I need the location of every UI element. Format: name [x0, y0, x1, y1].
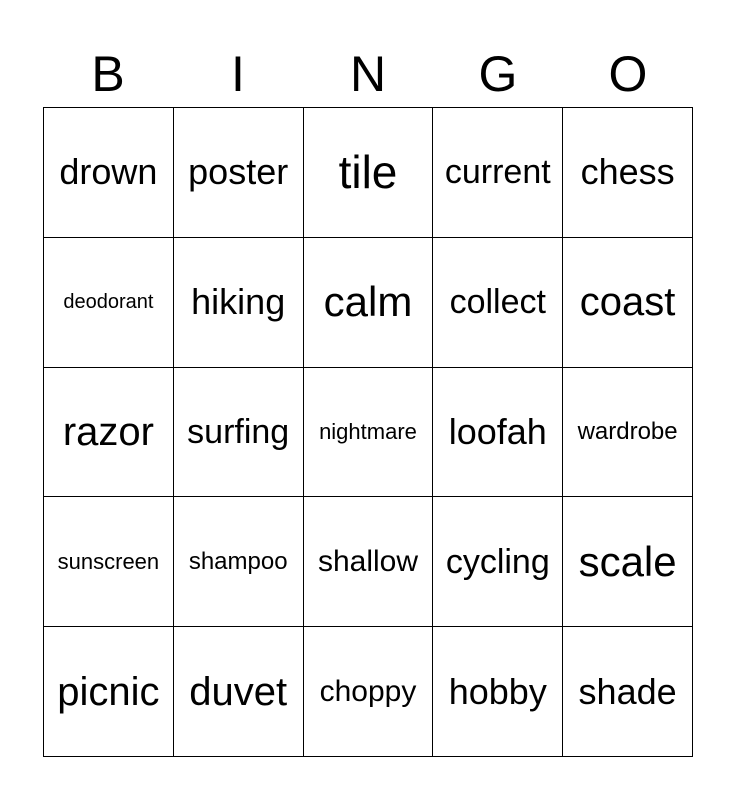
bingo-cell[interactable]: current	[433, 108, 563, 238]
bingo-cell[interactable]: coast	[563, 238, 693, 368]
header-letter-g: G	[478, 46, 518, 102]
bingo-cell[interactable]: loofah	[433, 368, 563, 498]
bingo-cell[interactable]: nightmare	[304, 368, 434, 498]
bingo-cell[interactable]: hiking	[174, 238, 304, 368]
bingo-cell[interactable]: choppy	[304, 627, 434, 757]
bingo-cell[interactable]: collect	[433, 238, 563, 368]
bingo-header	[43, 44, 693, 104]
bingo-cell[interactable]: surfing	[174, 368, 304, 498]
bingo-cell[interactable]: scale	[563, 497, 693, 627]
header-letter-n: N	[349, 46, 387, 102]
bingo-cell[interactable]: razor	[44, 368, 174, 498]
bingo-cell[interactable]: drown	[44, 108, 174, 238]
bingo-cell[interactable]: shade	[563, 627, 693, 757]
bingo-cell[interactable]: deodorant	[44, 238, 174, 368]
bingo-board	[43, 107, 693, 757]
bingo-cell[interactable]: wardrobe	[563, 368, 693, 498]
bingo-cell[interactable]: chess	[563, 108, 693, 238]
header-letter-i: I	[231, 46, 245, 102]
bingo-cell[interactable]: poster	[174, 108, 304, 238]
header-letter-o: O	[608, 46, 648, 102]
bingo-cell[interactable]: cycling	[433, 497, 563, 627]
header-letter-b: B	[91, 46, 125, 102]
bingo-cell[interactable]: hobby	[433, 627, 563, 757]
bingo-cell[interactable]: calm	[304, 238, 434, 368]
bingo-cell[interactable]: sunscreen	[44, 497, 174, 627]
bingo-cell[interactable]: shampoo	[174, 497, 304, 627]
bingo-cell[interactable]: duvet	[174, 627, 304, 757]
bingo-cell[interactable]: tile	[304, 108, 434, 238]
bingo-cell[interactable]: picnic	[44, 627, 174, 757]
bingo-cell[interactable]: shallow	[304, 497, 434, 627]
